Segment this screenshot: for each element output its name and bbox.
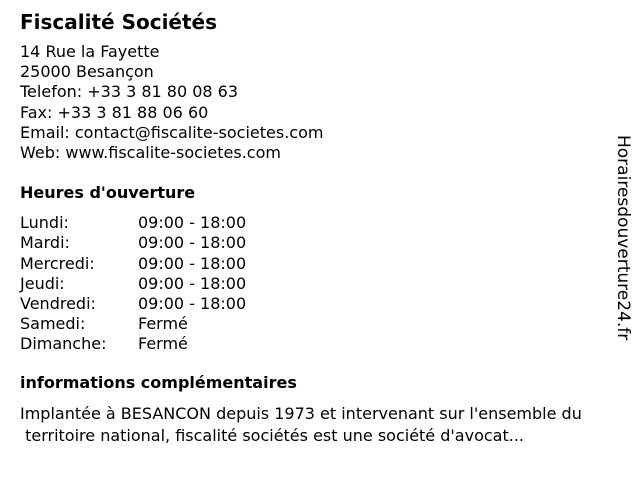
day-hours: Fermé xyxy=(138,314,188,334)
day-hours: 09:00 - 18:00 xyxy=(138,253,247,273)
company-details xyxy=(20,10,620,447)
email-address: Email: contact@fiscalite-societes.com xyxy=(20,122,324,142)
opening-hours-table xyxy=(20,213,620,354)
day-label: Samedi: xyxy=(20,314,86,334)
day-label: Dimanche: xyxy=(20,334,107,354)
hours-row-friday xyxy=(20,294,620,314)
day-label: Mercredi: xyxy=(20,253,95,273)
address-city: 25000 Besançon xyxy=(20,62,154,82)
hours-row-thursday xyxy=(20,274,620,294)
hours-row-wednesday xyxy=(20,254,620,274)
day-label: Jeudi: xyxy=(20,273,65,293)
phone-number: Telefon: +33 3 81 80 08 63 xyxy=(20,82,239,102)
fax-number: Fax: +33 3 81 88 06 60 xyxy=(20,102,209,122)
hours-row-sunday xyxy=(20,334,620,354)
hours-row-saturday xyxy=(20,314,620,334)
day-label: Mardi: xyxy=(20,233,70,253)
day-hours: 09:00 - 18:00 xyxy=(138,294,247,314)
day-label: Lundi: xyxy=(20,213,69,233)
day-hours: 09:00 - 18:00 xyxy=(138,213,247,233)
hours-row-monday xyxy=(20,213,620,233)
opening-hours-heading: Heures d'ouverture xyxy=(20,183,196,203)
day-hours: Fermé xyxy=(138,334,188,354)
day-hours: 09:00 - 18:00 xyxy=(138,233,247,253)
additional-info-heading: informations complémentaires xyxy=(20,372,297,392)
watermark-text: Horairesdouverture24.fr xyxy=(613,135,633,341)
website-address: Web: www.fiscalite-societes.com xyxy=(20,143,281,163)
additional-info-text: Implantée à BESANCON depuis 1973 et intervenant sur l'ensemble du territoire national, fiscalité sociétés est une société d'avocat... xyxy=(20,403,582,445)
day-label: Vendredi: xyxy=(20,294,96,314)
day-hours: 09:00 - 18:00 xyxy=(138,273,247,293)
site-watermark xyxy=(612,135,634,375)
hours-row-tuesday xyxy=(20,233,620,253)
address-street: 14 Rue la Fayette xyxy=(20,42,160,61)
company-name: Fiscalité Sociétés xyxy=(20,10,218,34)
